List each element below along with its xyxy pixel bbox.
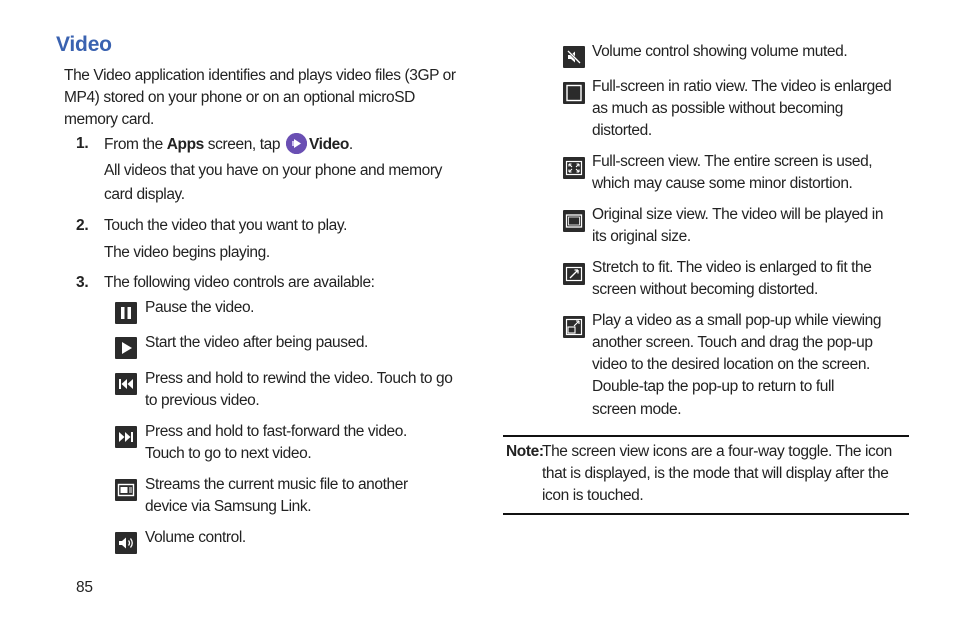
step-1-post: . [348, 136, 353, 153]
full-screen-icon [563, 157, 585, 179]
step-2-result: The video begins playing. [104, 244, 270, 261]
note-label: Note: [506, 443, 544, 460]
samsung-link-icon [115, 479, 137, 501]
note-line-2: that is displayed, is the mode that will display after the [542, 465, 889, 482]
pause-icon [115, 302, 137, 324]
step-2-number: 2. [76, 217, 89, 234]
intro-line-2: MP4) stored on your phone or on an optional microSD [64, 89, 415, 106]
note-top-rule [503, 435, 909, 437]
control-popup-line-2: another screen. Touch and drag the pop-up [592, 334, 873, 351]
volume-icon [115, 532, 137, 554]
control-rewind-line-2: to previous video. [145, 392, 260, 409]
control-popup-line-4: Double-tap the pop-up to return to full [592, 378, 835, 395]
ratio-view-icon [563, 82, 585, 104]
control-play-text: Start the video after being paused. [145, 334, 368, 351]
control-muted-text: Volume control showing volume muted. [592, 43, 848, 60]
original-size-icon [563, 210, 585, 232]
step-1-number: 1. [76, 135, 89, 152]
play-icon [115, 337, 137, 359]
note-line-1: The screen view icons are a four-way toggle. The icon [542, 443, 892, 460]
note-bottom-rule [503, 513, 909, 515]
control-fullscreen-line-2: which may cause some minor distortion. [592, 175, 853, 192]
step-1-result-line-2: card display. [104, 186, 185, 203]
control-link-line-1: Streams the current music file to another [145, 476, 408, 493]
control-ff-line-1: Press and hold to fast-forward the video. [145, 423, 407, 440]
control-popup-line-5: screen mode. [592, 401, 682, 418]
step-2-text: Touch the video that you want to play. [104, 217, 348, 234]
control-fullscreen-line-1: Full-screen view. The entire screen is used, [592, 153, 873, 170]
rewind-icon [115, 373, 137, 395]
control-popup-line-3: video to the desired location on the screen. [592, 356, 870, 373]
note-line-3: icon is touched. [542, 487, 644, 504]
video-label: Video [309, 136, 349, 153]
volume-muted-icon [563, 46, 585, 68]
control-link-line-2: device via Samsung Link. [145, 498, 312, 515]
page-number: 85 [76, 579, 93, 596]
step-1-mid: screen, tap [203, 136, 284, 153]
control-ratio-line-1: Full-screen in ratio view. The video is enlarged [592, 78, 892, 95]
control-rewind-line-1: Press and hold to rewind the video. Touch to go [145, 370, 453, 387]
stretch-icon [563, 263, 585, 285]
control-ff-line-2: Touch to go to next video. [145, 445, 312, 462]
intro-line-3: memory card. [64, 111, 154, 128]
fast-forward-icon [115, 426, 137, 448]
video-app-icon [286, 133, 307, 154]
control-volume-text: Volume control. [145, 529, 246, 546]
control-original-line-2: its original size. [592, 228, 691, 245]
control-original-line-1: Original size view. The video will be played in [592, 206, 884, 223]
control-popup-line-1: Play a video as a small pop-up while viewing [592, 312, 882, 329]
control-stretch-line-2: screen without becoming distorted. [592, 281, 818, 298]
step-1-pre: From the [104, 136, 167, 153]
control-ratio-line-2: as much as possible without becoming [592, 100, 843, 117]
apps-label: Apps [166, 136, 204, 153]
step-1-text [104, 133, 353, 156]
control-pause-text: Pause the video. [145, 299, 255, 316]
step-3-number: 3. [76, 274, 89, 291]
control-ratio-line-3: distorted. [592, 122, 652, 139]
step-1-result-line-1: All videos that you have on your phone and memory [104, 162, 442, 179]
step-3-text: The following video controls are available: [104, 274, 375, 291]
control-stretch-line-1: Stretch to fit. The video is enlarged to fit the [592, 259, 872, 276]
page-title: Video [56, 33, 112, 56]
popup-play-icon [563, 316, 585, 338]
intro-line-1: The Video application identifies and plays video files (3GP or [64, 67, 456, 84]
